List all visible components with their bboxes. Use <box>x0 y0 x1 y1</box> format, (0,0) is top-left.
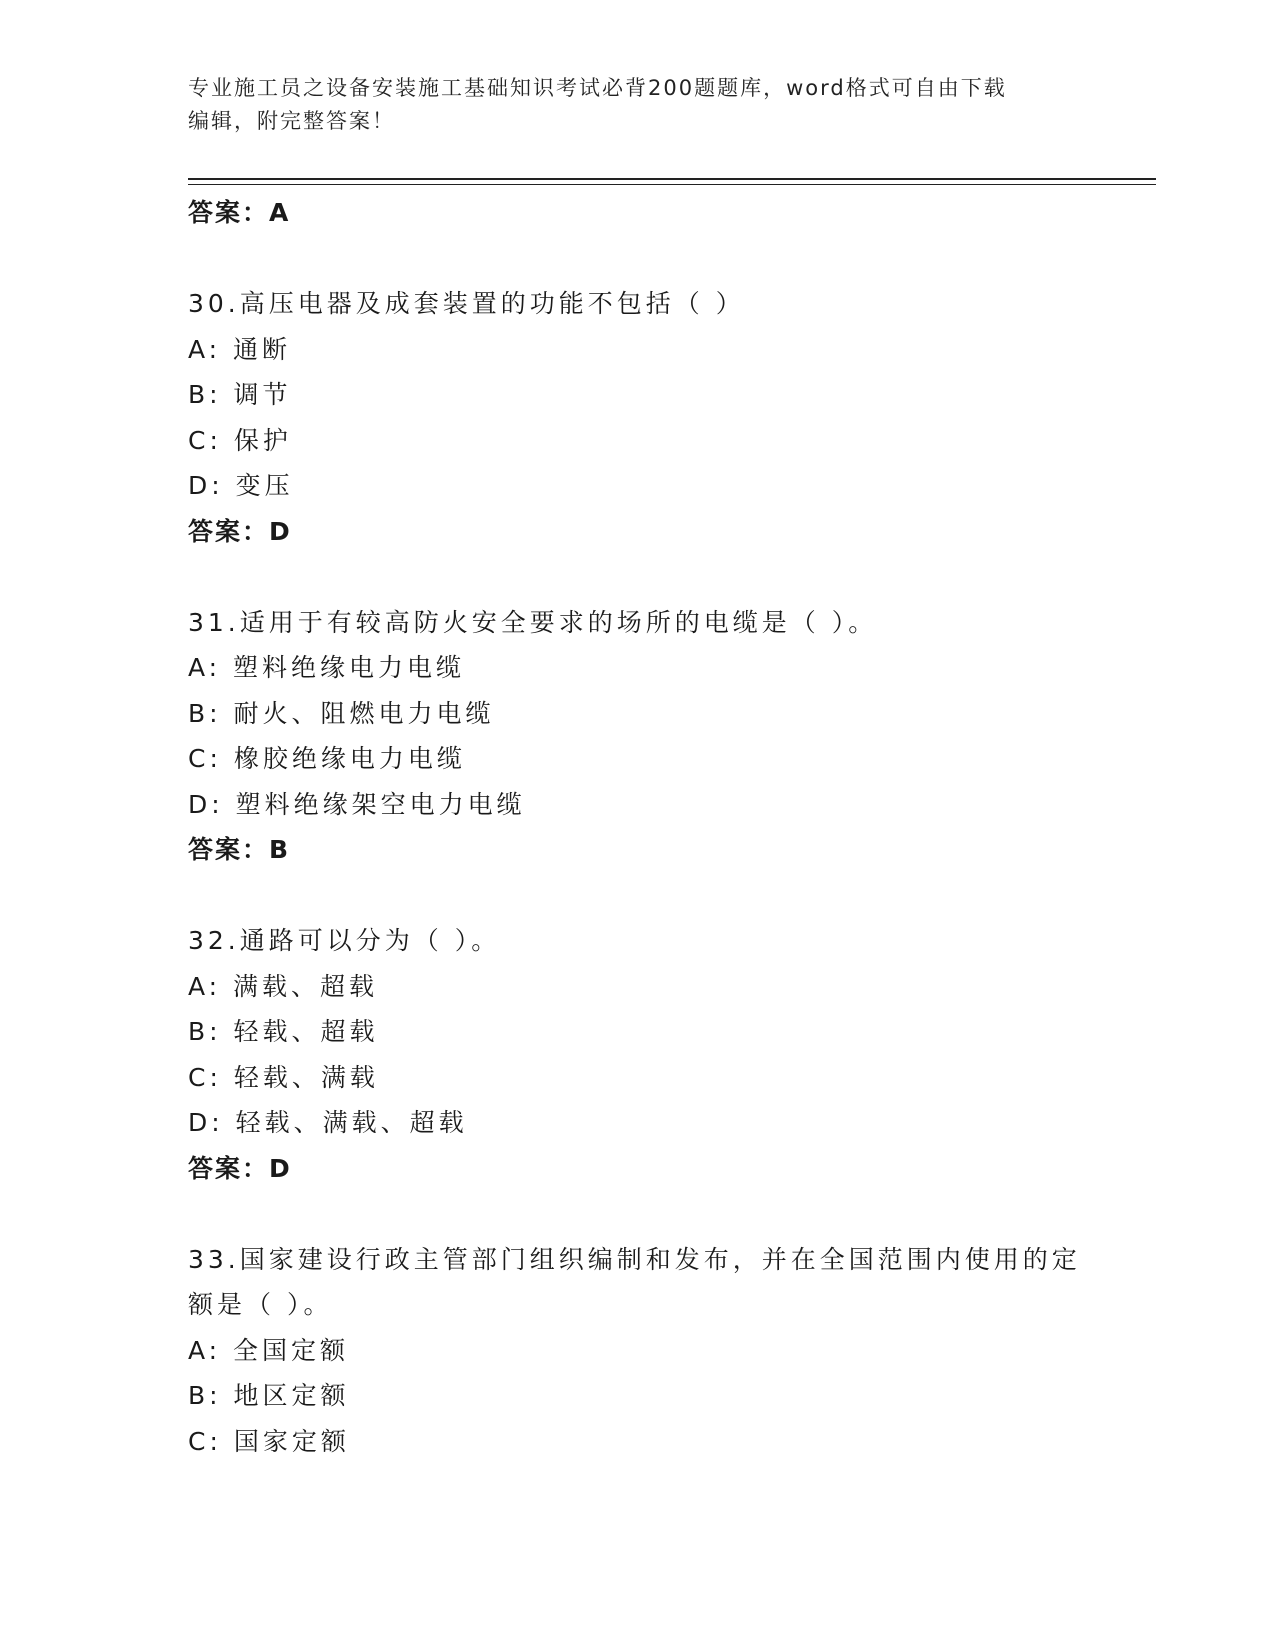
option-b: B: 调节 <box>188 380 292 409</box>
option-d: D: 塑料绝缘架空电力电缆 <box>188 789 526 819</box>
option-c: C: 国家定额 <box>188 1426 350 1456</box>
option-a: A: 通断 <box>188 334 292 364</box>
question-list <box>188 190 1088 1464</box>
previous-answer: 答案：A <box>188 198 291 227</box>
question-32 <box>188 918 1088 1191</box>
question-31 <box>188 600 1088 873</box>
option-b: B: 地区定额 <box>188 1381 350 1410</box>
question-stem-line-1: 33.国家建设行政主管部门组织编制和发布，并在全国范围内使用的定 <box>188 1244 1081 1274</box>
option-d: D: 轻载、满载、超载 <box>188 1108 468 1137</box>
question-stem-line-2: 额是（ ）。 <box>188 1290 333 1319</box>
option-c: C: 轻载、满载 <box>188 1062 379 1092</box>
question-stem: 30.高压电器及成套装置的功能不包括（ ） <box>188 289 745 318</box>
option-b: B: 耐火、阻燃电力电缆 <box>188 698 495 728</box>
header-divider-thick <box>188 178 1156 180</box>
header-line-1: 专业施工员之设备安装施工基础知识考试必背200题题库，word格式可自由下载 <box>188 76 1007 100</box>
header-divider-thin <box>188 184 1156 185</box>
question-stem: 31.适用于有较高防火安全要求的场所的电缆是（ ）。 <box>188 607 878 637</box>
answer: 答案：B <box>188 835 291 864</box>
spacer <box>188 873 1088 919</box>
option-b: B: 轻载、超载 <box>188 1017 379 1046</box>
spacer <box>188 554 1088 600</box>
option-a: A: 全国定额 <box>188 1335 350 1365</box>
spacer <box>188 236 1088 282</box>
spacer <box>188 1191 1088 1237</box>
document-header <box>188 72 1088 138</box>
option-a: A: 满载、超载 <box>188 971 379 1001</box>
option-a: A: 塑料绝缘电力电缆 <box>188 653 466 682</box>
question-30 <box>188 281 1088 554</box>
option-c: C: 保护 <box>188 425 292 455</box>
option-d: D: 变压 <box>188 471 294 500</box>
answer: 答案：D <box>188 516 292 546</box>
answer: 答案：D <box>188 1153 292 1183</box>
option-c: C: 橡胶绝缘电力电缆 <box>188 744 466 773</box>
question-33 <box>188 1237 1088 1465</box>
header-line-2: 编辑，附完整答案！ <box>188 109 395 133</box>
question-stem: 32.通路可以分为（ ）。 <box>188 926 501 955</box>
